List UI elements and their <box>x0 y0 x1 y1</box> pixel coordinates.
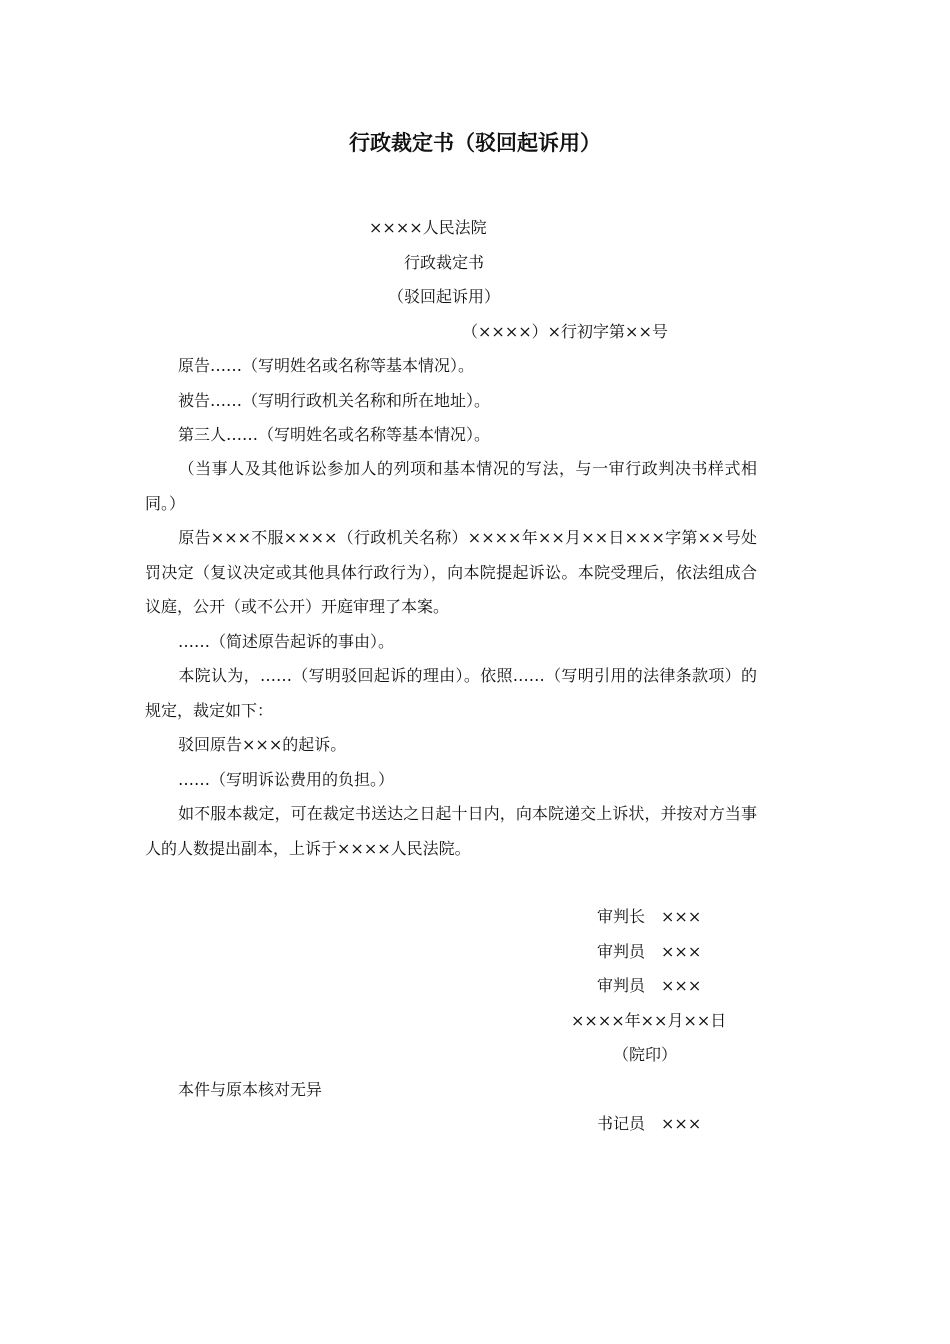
court-name: ××××人民法院 <box>369 218 487 237</box>
clerk: 书记员 ××× <box>597 1114 702 1133</box>
doc-subtype: （驳回起诉用） <box>388 287 501 306</box>
case-intro-paragraph: 原告×××不服××××（行政机关名称）××××年××月××日×××字第××号处罚决定（复议决定或其他具体行政行为），向本院提起诉讼。本院受理后，依法组成合议庭，公开（或不公开）开庭审理了本案。 <box>145 528 757 616</box>
judge-2: 审判员 ××× <box>597 976 702 995</box>
plaintiff-line: 原告……（写明姓名或名称等基本情况）。 <box>178 356 475 375</box>
note-paragraph: （当事人及其他诉讼参加人的列项和基本情况的写法，与一审行政判决书样式相同。） <box>145 459 757 513</box>
third-party-line: 第三人……（写明姓名或名称等基本情况）。 <box>178 425 491 444</box>
costs-line: ……（写明诉讼费用的负担。） <box>178 770 395 789</box>
reasoning-paragraph: 本院认为，……（写明驳回起诉的理由）。依照……（写明引用的法律条款项）的规定，裁定如下： <box>145 666 757 720</box>
doc-type: 行政裁定书 <box>404 253 485 272</box>
ruling-line: 驳回原告×××的起诉。 <box>178 735 347 754</box>
defendant-line: 被告……（写明行政机关名称和所在地址）。 <box>178 391 491 410</box>
case-number: （××××）×行初字第××号 <box>462 322 668 341</box>
document-title: 行政裁定书（驳回起诉用） <box>349 131 601 155</box>
appeal-paragraph: 如不服本裁定，可在裁定书送达之日起十日内，向本院递交上诉状，并按对方当事人的人数提出副本，上诉于××××人民法院。 <box>145 804 757 858</box>
presiding-judge: 审判长 ××× <box>597 907 702 926</box>
judge-1: 审判员 ××× <box>597 942 702 961</box>
verification-note: 本件与原本核对无异 <box>178 1080 323 1099</box>
court-seal: （院印） <box>613 1045 678 1064</box>
summary-line: ……（简述原告起诉的事由）。 <box>178 632 395 651</box>
ruling-date: ××××年××月××日 <box>571 1011 727 1030</box>
